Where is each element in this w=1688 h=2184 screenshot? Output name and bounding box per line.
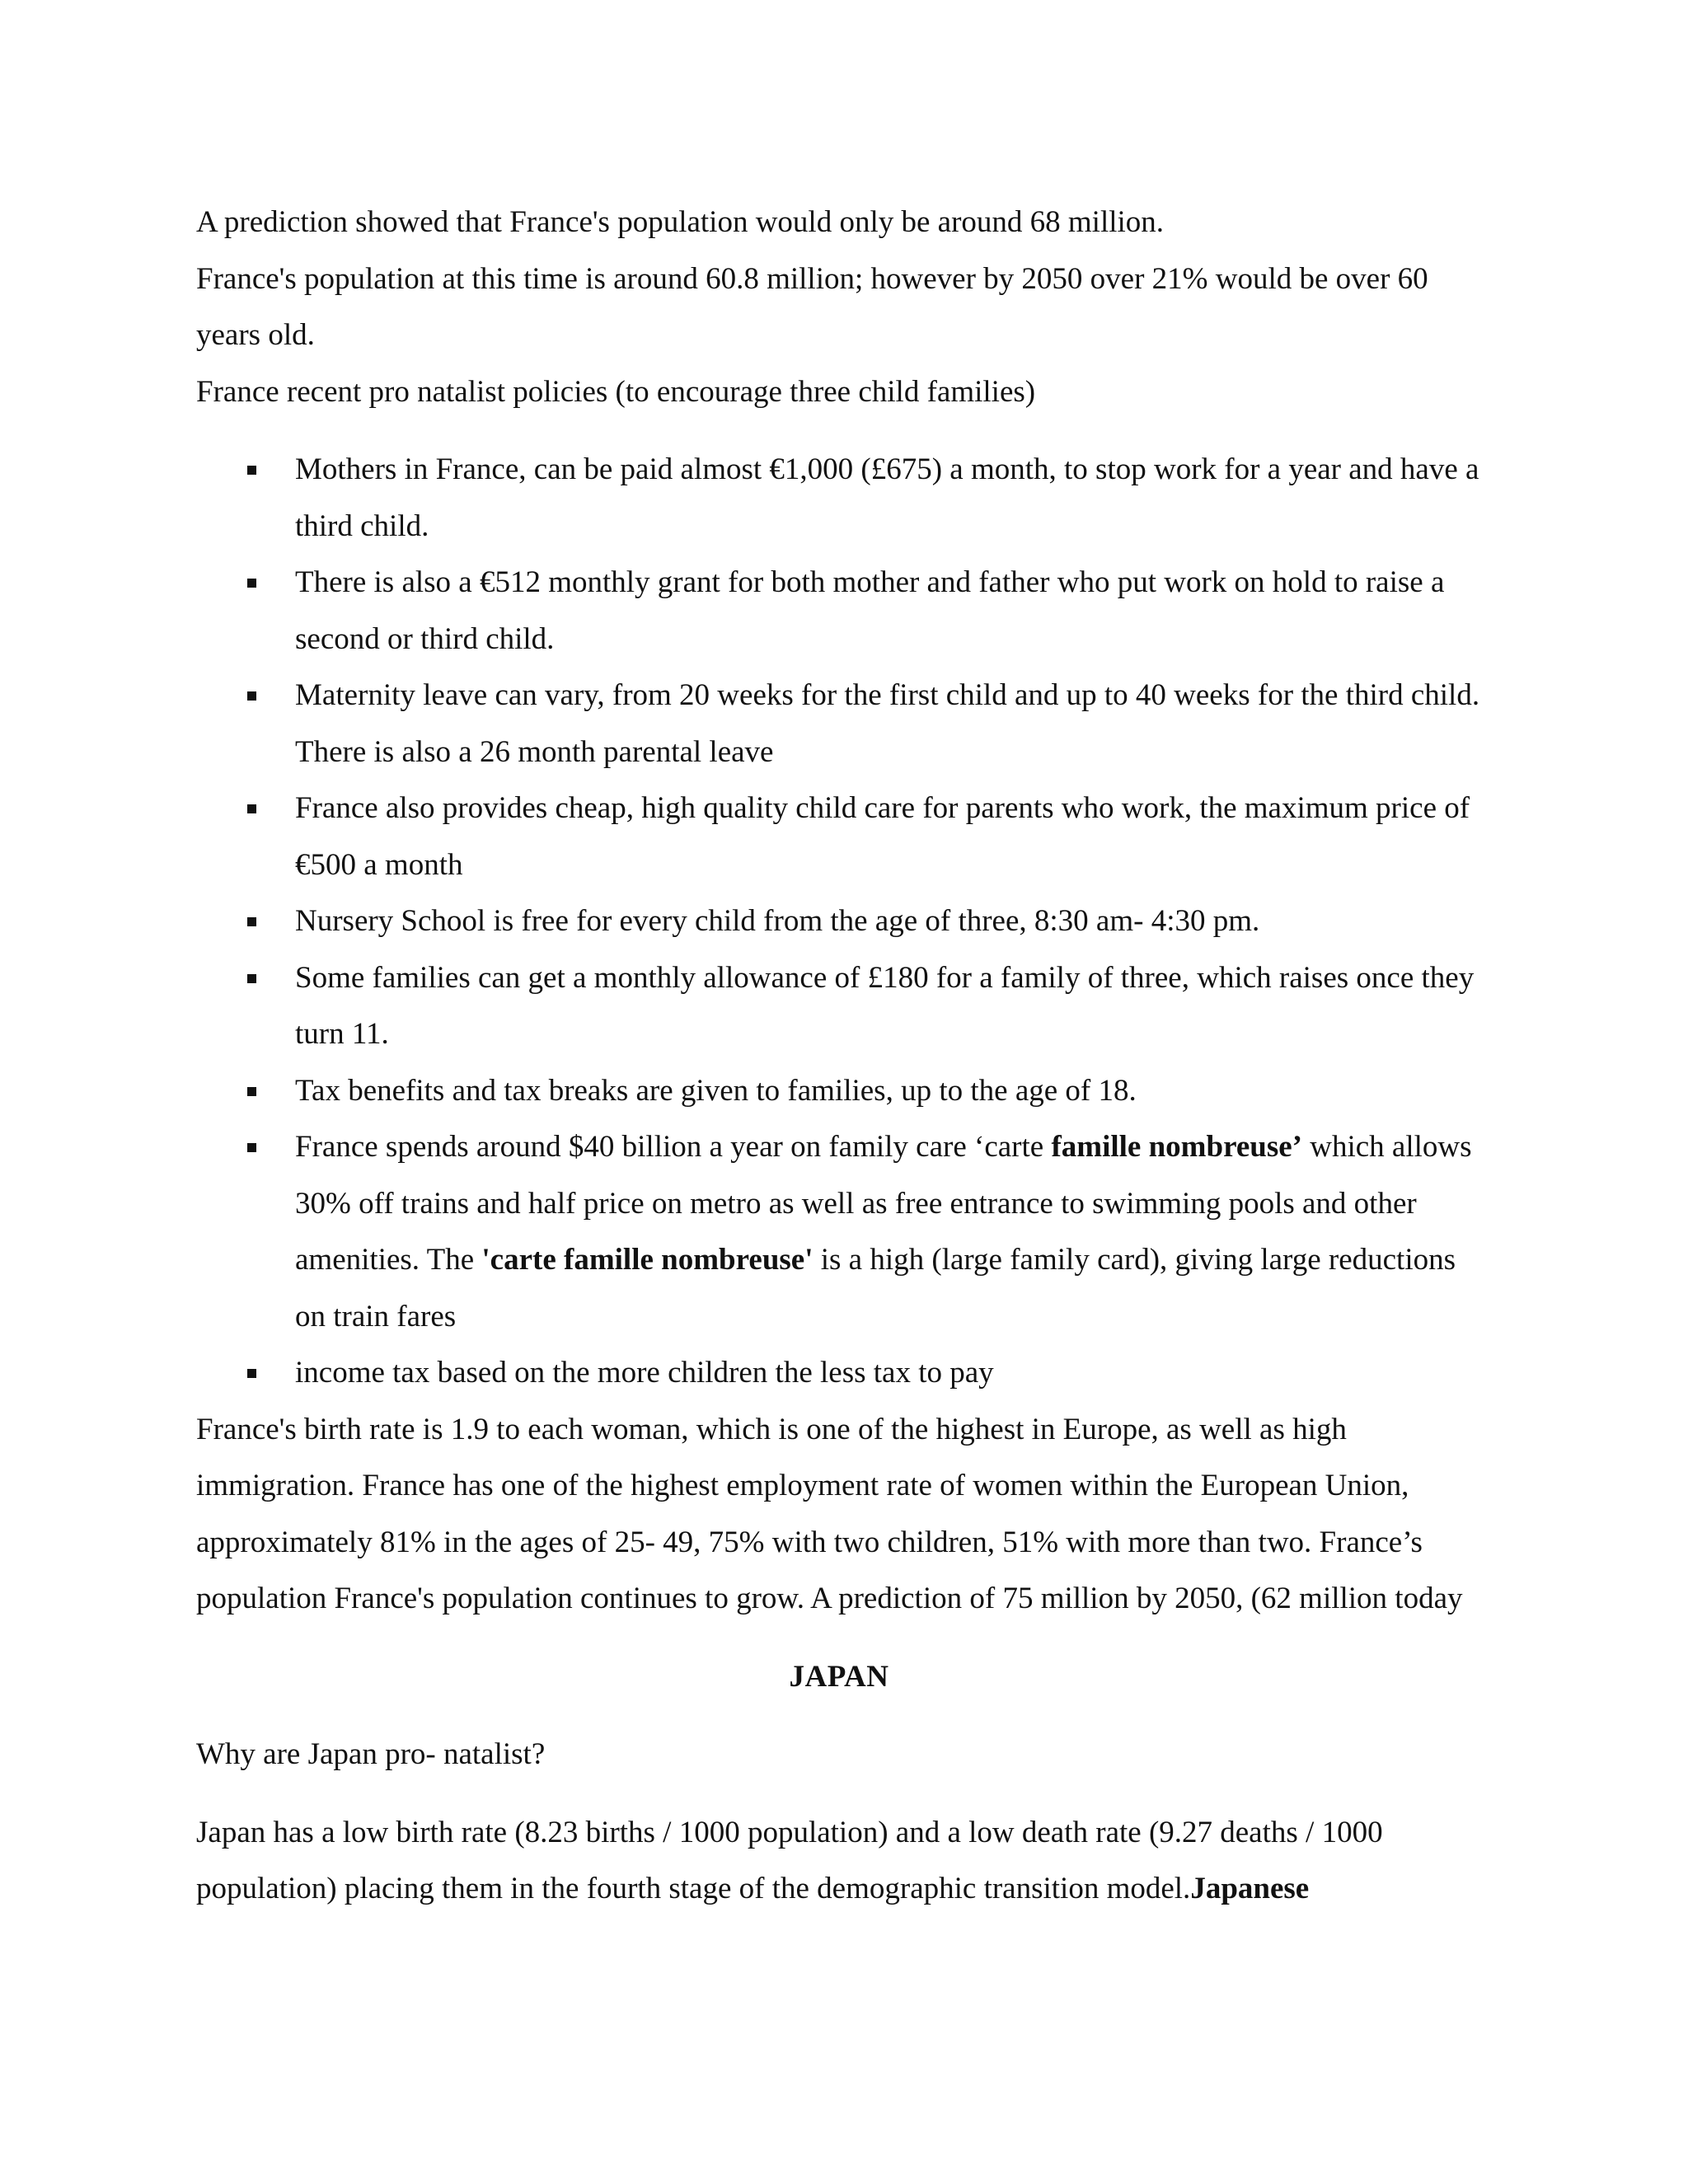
list-item (295, 893, 1482, 950)
square-bullet-icon (247, 1369, 256, 1378)
japan-paragraph-text: Japan has a low birth rate (8.23 births / 1000 population) and a low death rate (9.27 deaths / 1000 population) placing them in the fourth stage of the demographic transition model. (196, 1815, 1383, 1905)
square-bullet-icon (247, 691, 256, 701)
square-bullet-icon (247, 974, 256, 983)
intro-line-population: France's population at this time is around 60.8 million; however by 2050 over 21% would be over 60 years old. (196, 261, 1428, 352)
square-bullet-icon (247, 579, 256, 588)
list-item (295, 1345, 1482, 1402)
list-item (295, 1119, 1482, 1345)
list-item-text: Maternity leave can vary, from 20 weeks for the first child and up to 40 weeks for the third child. There is also a 26 month parental leave (295, 678, 1480, 769)
square-bullet-icon (247, 1087, 256, 1096)
intro-line-prediction: A prediction showed that France's population would only be around 68 million. (196, 205, 1165, 239)
list-item (295, 442, 1482, 555)
policy-bullet-list (196, 442, 1482, 1402)
list-item-text: France also provides cheap, high quality child care for parents who work, the maximum price of €500 a month (295, 791, 1470, 882)
square-bullet-icon (247, 804, 256, 813)
japan-paragraph-bold-tail: Japanese (1190, 1872, 1310, 1905)
list-item-text: There is also a €512 monthly grant for both mother and father who put work on hold to raise a second or third child. (295, 565, 1445, 656)
square-bullet-icon (247, 466, 256, 475)
document-body (196, 194, 1482, 1918)
square-bullet-icon (247, 1143, 256, 1152)
list-item-text-bold: 'carte famille nombreuse' (481, 1243, 814, 1277)
japan-question: Why are Japan pro- natalist? (196, 1737, 546, 1771)
list-item-text-part: which allows 30% off trains and half price on metro as well as free entrance to swimming pools and other amenities. The (295, 1130, 1472, 1277)
list-item (295, 1063, 1482, 1120)
list-item (295, 668, 1482, 780)
square-bullet-icon (247, 917, 256, 926)
list-item-text-bold: famille nombreuse’ (1051, 1130, 1302, 1164)
list-item (295, 555, 1482, 668)
list-item-text-part: France spends around $40 billion a year on family care ‘carte (295, 1130, 1052, 1164)
japan-paragraph (196, 1805, 1482, 1918)
list-item (295, 950, 1482, 1063)
intro-line-policies: France recent pro natalist policies (to encourage three child families) (196, 374, 1036, 409)
list-item-text-part: is a high (large family card), giving large reductions on train fares (295, 1243, 1456, 1333)
section-heading-japan: JAPAN (789, 1659, 889, 1694)
list-item-text: Tax benefits and tax breaks are given to families, up to the age of 18. (295, 1073, 1137, 1108)
list-item-text: Mothers in France, can be paid almost €1,000 (£675) a month, to stop work for a year and have a third child. (295, 452, 1479, 543)
list-item (295, 780, 1482, 893)
list-item-text: income tax based on the more children the less tax to pay (295, 1356, 994, 1390)
list-item-text: Some families can get a monthly allowance of £180 for a family of three, which raises once they turn 11. (295, 960, 1475, 1051)
list-item-text: Nursery School is free for every child from the age of three, 8:30 am- 4:30 pm. (295, 904, 1260, 938)
birth-rate-paragraph: France's birth rate is 1.9 to each woman, which is one of the highest in Europe, as well as high immigration. France has one of the highest employment rate of women within the European Union, approximately 81% in the ages of 25- 49, 75% with two children, 51% with more than two. France’s population France's population continues to grow. A prediction of 75 million by 2050, (62 million today (196, 1412, 1463, 1615)
